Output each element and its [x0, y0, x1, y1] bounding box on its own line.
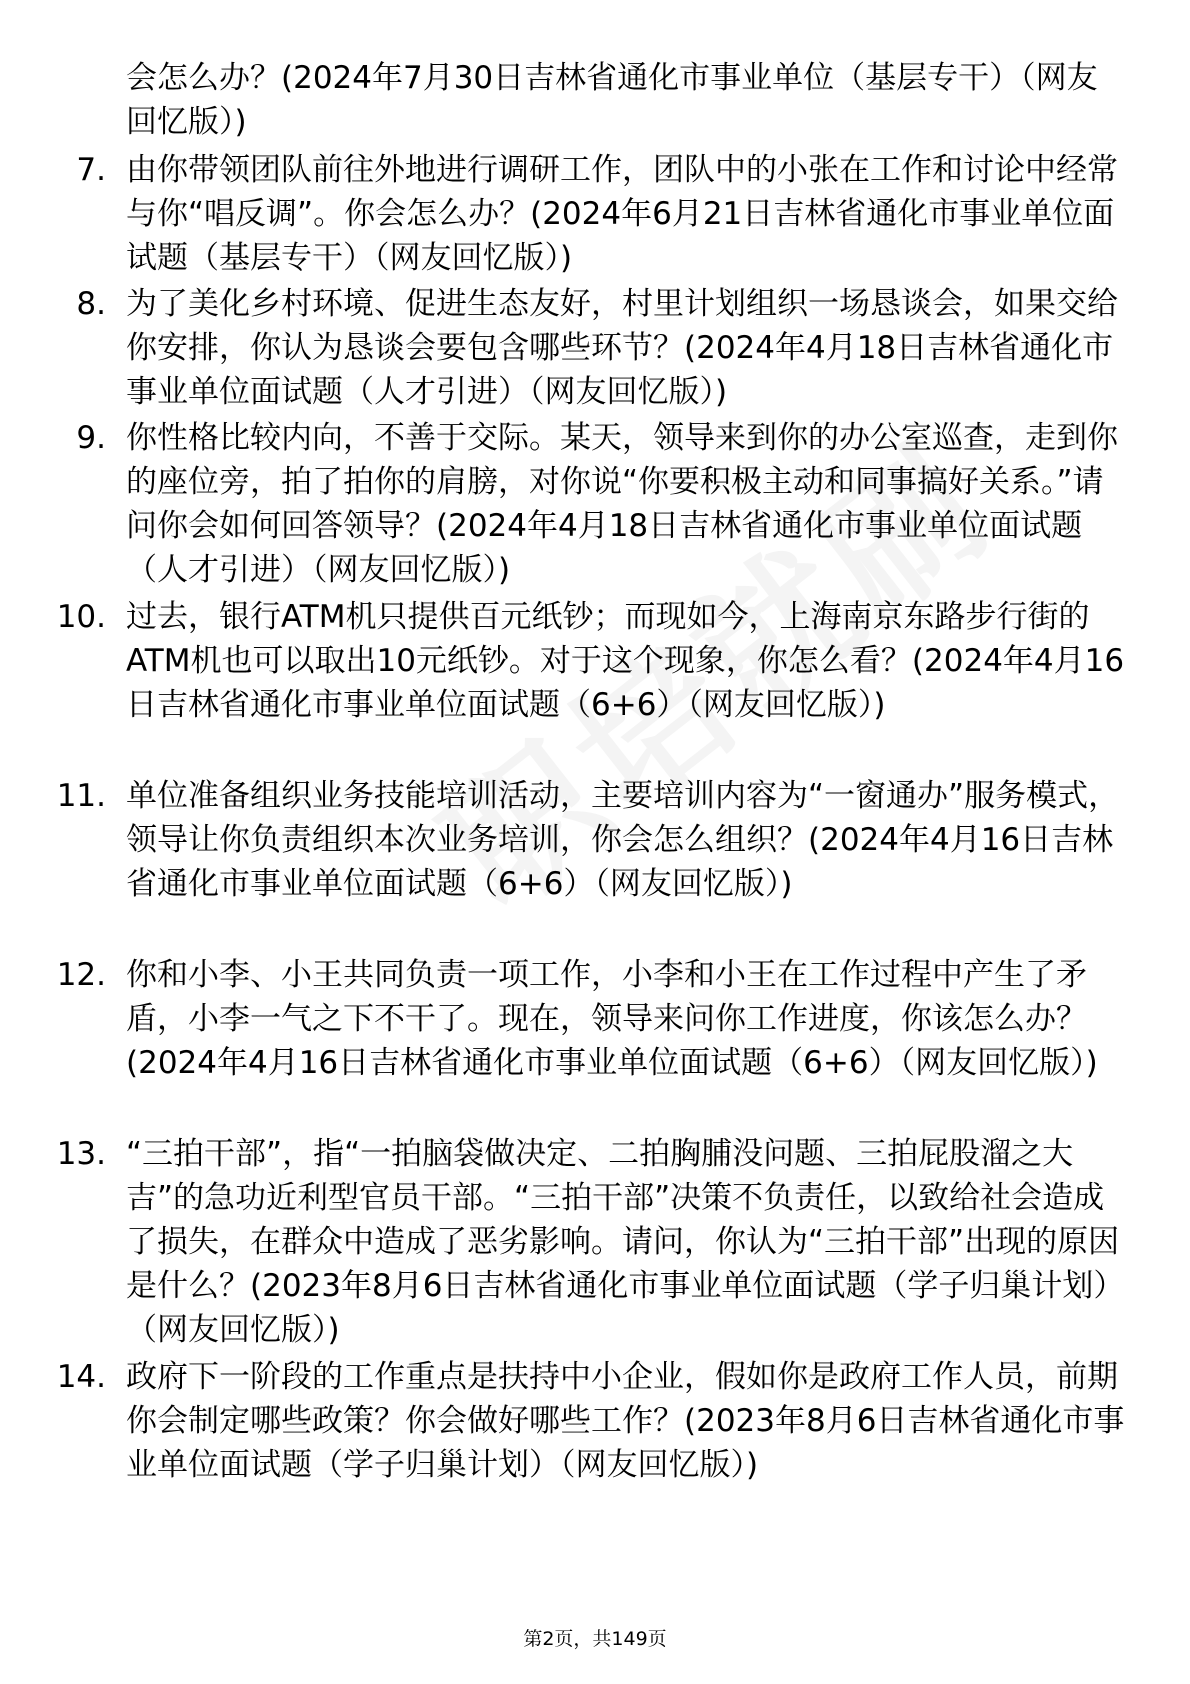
page-footer: 第2页，共149页 — [523, 1628, 667, 1650]
question-text: 单位准备组织业务技能培训活动，主要培训内容为“一窗通办”服务模式，领导让你负责组织本次业务培训，你会怎么组织？(2024年4月16日吉林省通化市事业单位面试题（6+6）（网友回忆版）) — [126, 778, 1120, 902]
question-number: 11. — [56, 778, 106, 814]
question-text: 你和小李、小王共同负责一项工作，小李和小王在工作过程中产生了矛盾，小李一气之下不干了。现在，领导来问你工作进度，你该怎么办？(2024年4月16日吉林省通化市事业单位面试题（6+6）（网友回忆版）) — [126, 957, 1098, 1081]
question-number: 13. — [56, 1136, 106, 1172]
question-number: 8. — [76, 286, 106, 322]
question-number: 9. — [76, 420, 106, 456]
question-number: 7. — [76, 152, 106, 188]
question-text: 你性格比较内向，不善于交际。某天，领导来到你的办公室巡查，走到你的座位旁，拍了拍你的肩膀，对你说“你要积极主动和同事搞好关系。”请问你会如何回答领导？(2024年4月18日吉林省通化市事业单位面试题（人才引进）（网友回忆版）) — [126, 420, 1118, 588]
question-text: 由你带领团队前往外地进行调研工作，团队中的小张在工作和讨论中经常与你“唱反调”。你会怎么办？(2024年6月21日吉林省通化市事业单位面试题（基层专干）（网友回忆版）) — [126, 152, 1118, 276]
continuation-text: 会怎么办？(2024年7月30日吉林省通化市事业单位（基层专干）（网友回忆版）) — [126, 60, 1098, 140]
question-number: 12. — [56, 957, 106, 993]
question-text: 过去，银行ATM机只提供百元纸钞；而现如今，上海南京东路步行街的ATM机也可以取出10元纸钞。对于这个现象，你怎么看？(2024年4月16日吉林省通化市事业单位面试题（6+6）（网友回忆版）) — [126, 599, 1125, 723]
question-number: 10. — [56, 599, 106, 635]
question-text: 政府下一阶段的工作重点是扶持中小企业，假如你是政府工作人员，前期你会制定哪些政策？你会做好哪些工作？(2023年8月6日吉林省通化市事业单位面试题（学子归巢计划）（网友回忆版）) — [126, 1359, 1125, 1483]
question-text: “三拍干部”，指“一拍脑袋做决定、二拍胸脯没问题、三拍屁股溜之大吉”的急功近利型官员干部。“三拍干部”决策不负责任，以致给社会造成了损失，在群众中造成了恶劣影响。请问，你认为“三拍干部”出现的原因是什么？(2023年8月6日吉林省通化市事业单位面试题（学子归巢计划）（网友回忆版）) — [126, 1136, 1125, 1348]
question-text: 为了美化乡村环境、促进生态友好，村里计划组织一场恳谈会，如果交给你安排，你认为恳谈会要包含哪些环节？(2024年4月18日吉林省通化市事业单位面试题（人才引进）（网友回忆版）) — [126, 286, 1118, 410]
question-number: 14. — [56, 1359, 106, 1395]
